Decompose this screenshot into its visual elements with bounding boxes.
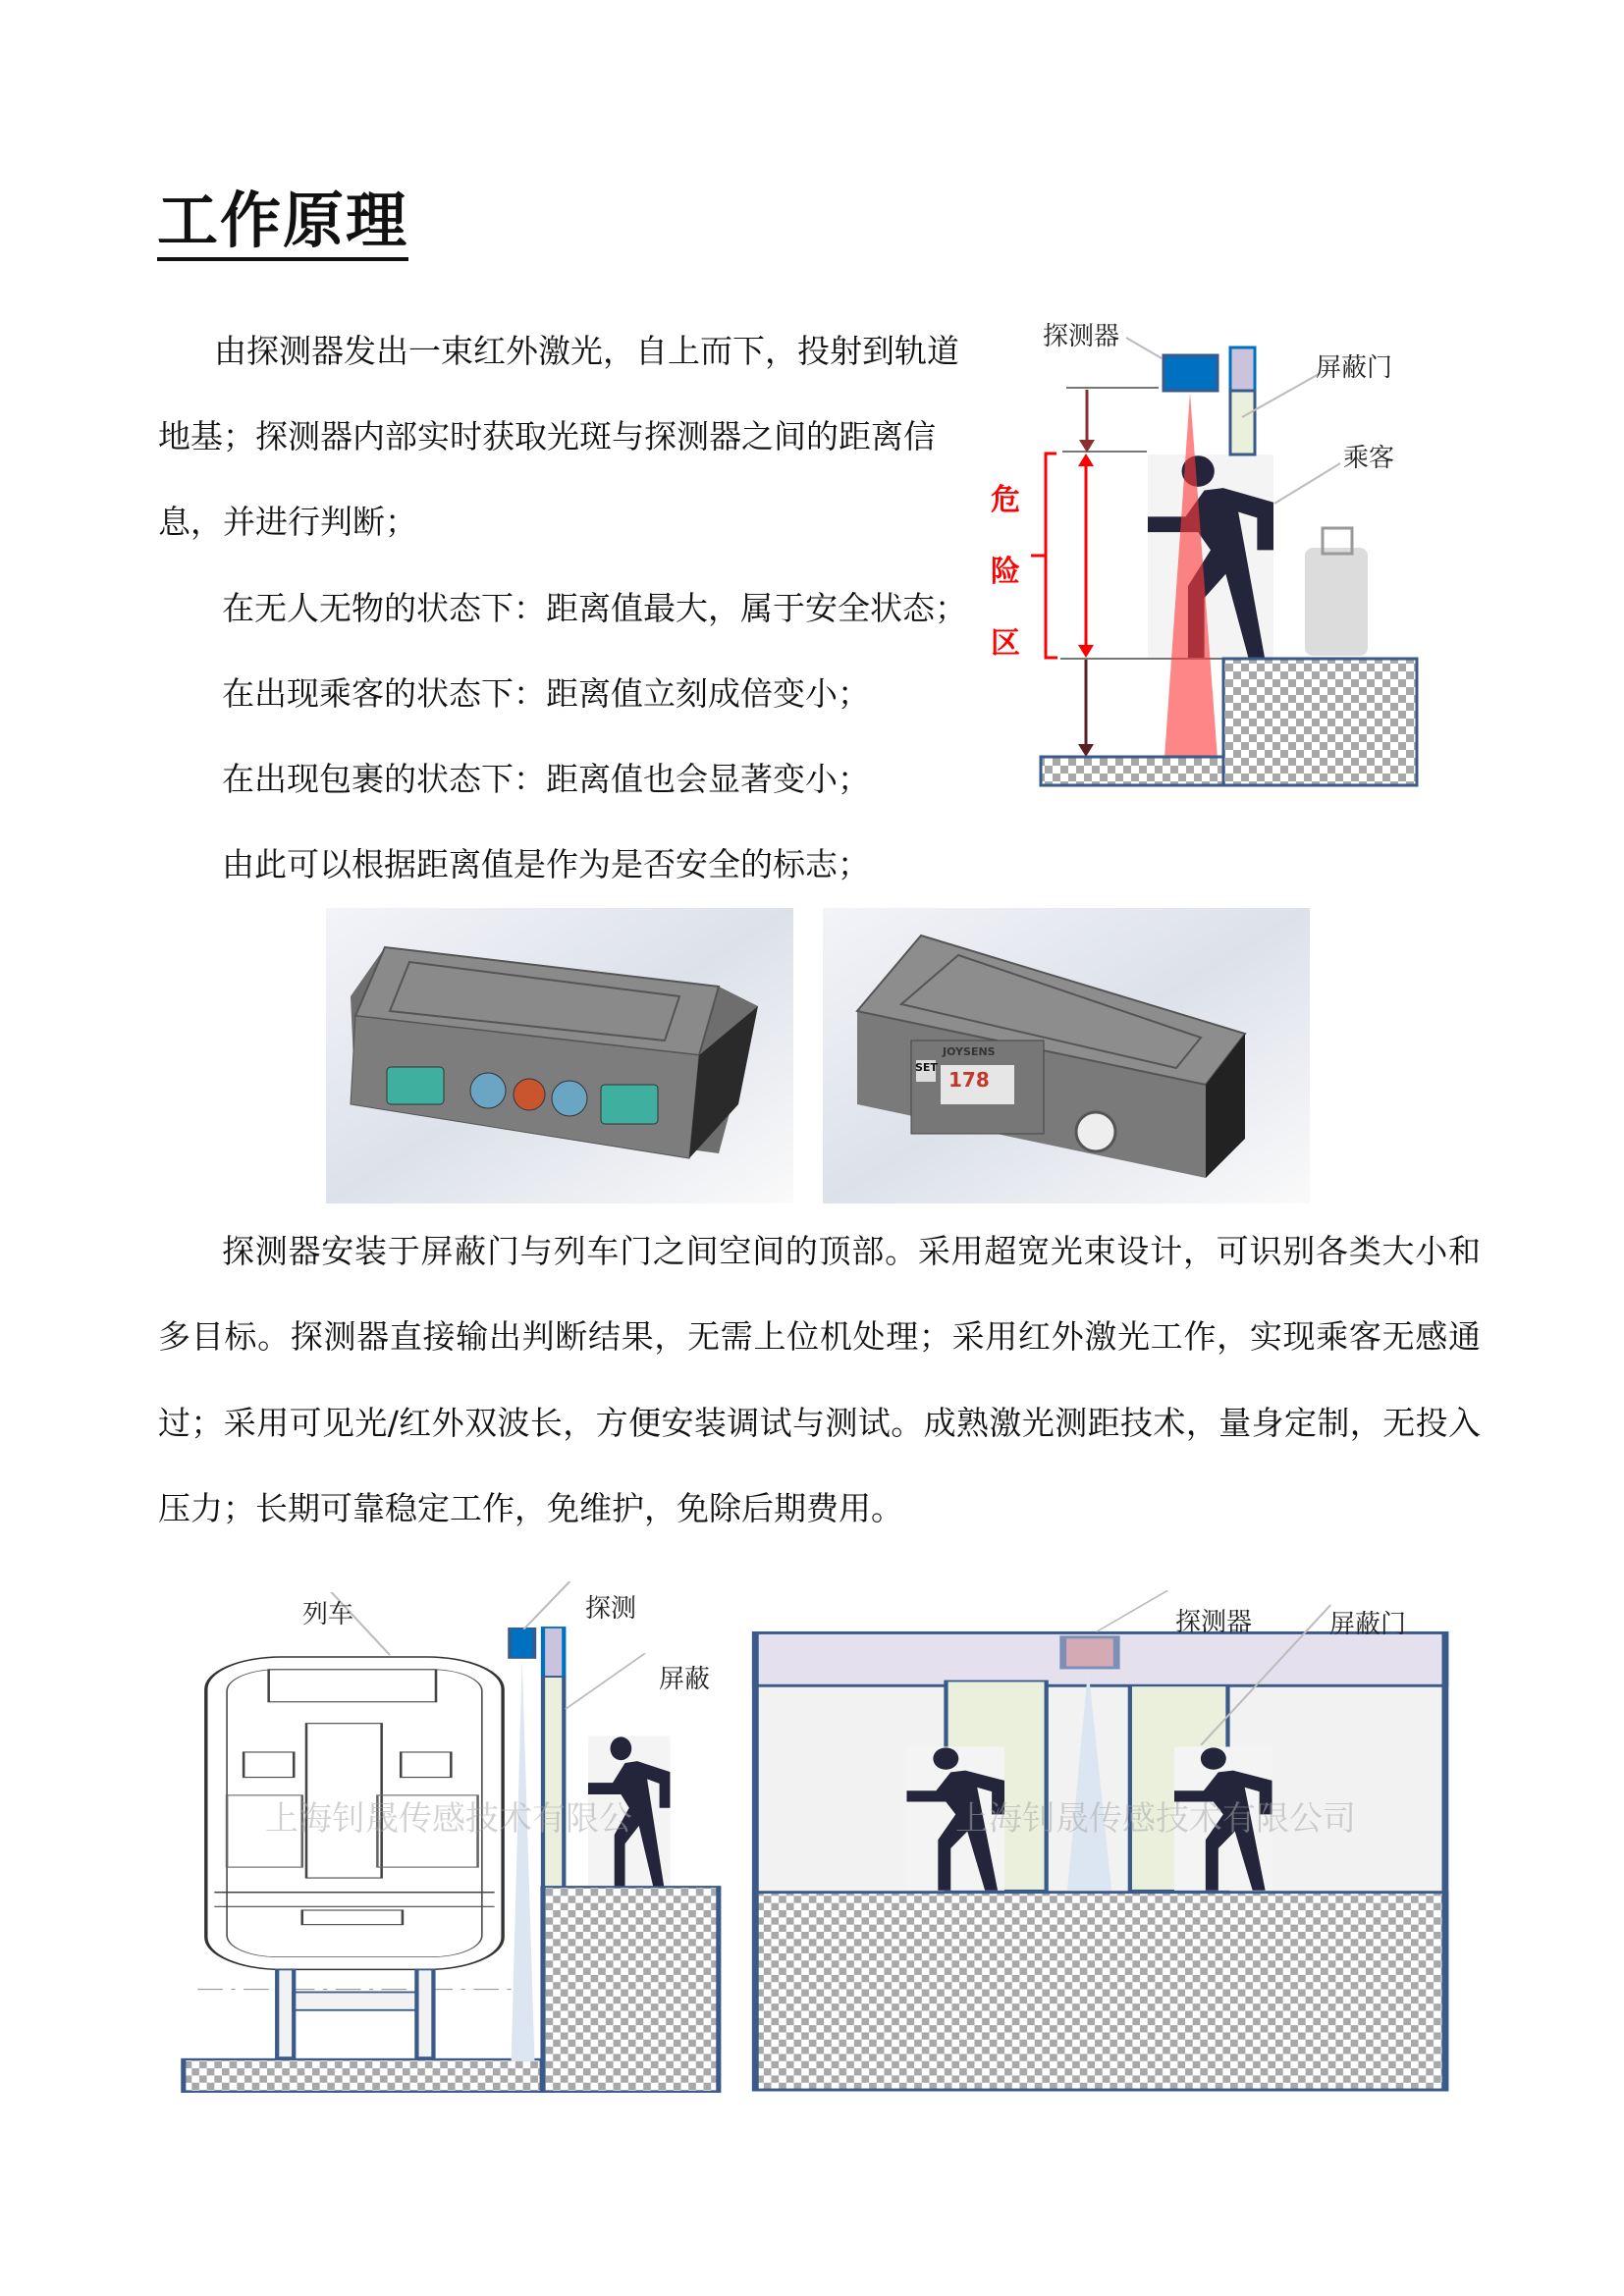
train-label: 列车 — [302, 1600, 354, 1629]
intro-line-3: 息，并进行判断； — [158, 503, 417, 541]
desc-line-3: 过；采用可见光/红外双波长，方便安装调试与测试。成熟激光测距技术，量身定制，无投入 — [158, 1404, 1481, 1442]
screen-door-label: 屏蔽门 — [1316, 353, 1393, 383]
device-photo-front — [326, 908, 793, 1203]
detector-label: 探测器 — [1043, 322, 1120, 351]
intro-line-1: 由探测器发出一束红外激光，自上而下，投射到轨道 — [214, 332, 959, 370]
small-door-label: 屏蔽 — [659, 1665, 711, 1694]
front-door-label: 屏蔽门 — [1329, 1610, 1407, 1639]
desc-line-4: 压力；长期可靠稳定工作，免维护，免除后期费用。 — [158, 1489, 903, 1527]
danger-zone-char-2: 险 — [991, 555, 1020, 589]
page-title: 工作原理 — [157, 185, 408, 261]
state-conclusion: 由此可以根据距离值是作为是否安全的标志； — [222, 845, 870, 883]
intro-line-2: 地基；探测器内部实时获取光斑与探测器之间的距离信 — [158, 417, 936, 455]
desc-line-2: 多目标。探测器直接输出判断结果，无需上位机处理；采用红外激光工作，实现乘客无感通 — [158, 1317, 1481, 1356]
detection-diagram — [982, 294, 1532, 903]
device-reading: 178 — [948, 1068, 990, 1092]
state-package: 在出现包裹的状态下：距离值也会显著变小； — [222, 760, 870, 798]
danger-zone-char-1: 危 — [991, 483, 1020, 517]
watermark-left: 上海钊晟传感技术有限公 — [265, 1799, 632, 1839]
front-detector-label: 探测器 — [1175, 1608, 1253, 1637]
watermark-right: 上海钊晟传感技术有限公司 — [955, 1799, 1356, 1839]
passenger-label: 乘客 — [1343, 444, 1395, 473]
device-brand: JOYSENS — [943, 1045, 996, 1058]
set-button-label: SET — [915, 1061, 938, 1074]
state-empty: 在无人无物的状态下：距离值最大，属于安全状态； — [222, 589, 967, 627]
detection-diagram-graphic — [982, 294, 1532, 903]
desc-line-1: 探测器安装于屏蔽门与列车门之间空间的顶部。采用超宽光束设计，可识别各类大小和 — [222, 1232, 1481, 1270]
state-passenger: 在出现乘客的状态下：距离值立刻成倍变小； — [222, 674, 870, 713]
installation-diagrams — [177, 1551, 1473, 2101]
small-detector-label: 探测 — [585, 1594, 637, 1624]
device-photo-display — [823, 908, 1310, 1203]
danger-zone-char-3: 区 — [991, 626, 1020, 661]
